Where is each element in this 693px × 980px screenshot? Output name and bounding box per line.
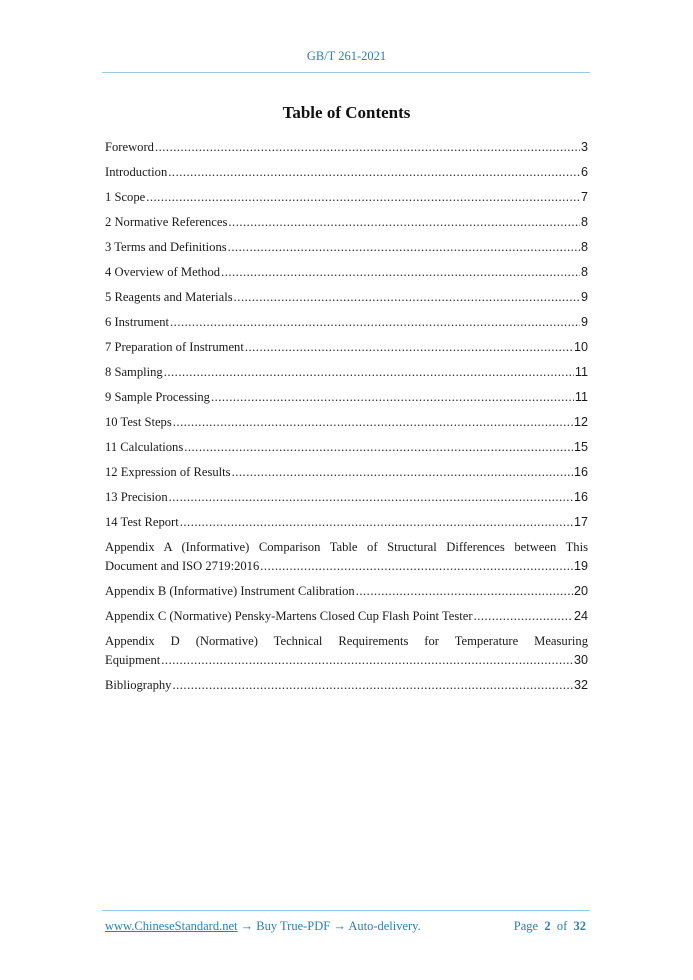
toc-entry-terms-definitions[interactable]: [105, 238, 588, 257]
toc-entry-label: 12 Expression of Results: [105, 465, 231, 479]
toc-entry-introduction[interactable]: [105, 163, 588, 182]
toc-entry-page: 7: [580, 190, 588, 204]
dot-leader: [173, 413, 573, 432]
toc-entry-foreword[interactable]: [105, 138, 588, 157]
site-link[interactable]: www.ChineseStandard.net: [105, 919, 238, 933]
toc-entry-page: 15: [573, 440, 588, 454]
dot-leader: [172, 676, 573, 695]
toc-entry-sample-processing[interactable]: [105, 388, 588, 407]
dot-leader: [234, 288, 580, 307]
page-title: Table of Contents: [282, 103, 411, 122]
page-indicator: [514, 919, 586, 934]
toc-entry-page: 8: [580, 265, 588, 279]
of-word: of: [556, 919, 568, 933]
footer-promo: [105, 919, 421, 934]
footer-divider: [102, 910, 590, 911]
dot-leader: [356, 582, 573, 601]
toc-entry-page: 9: [580, 315, 588, 329]
dot-leader: [221, 263, 580, 282]
toc-entry-label: 11 Calculations: [105, 440, 184, 454]
dot-leader: [164, 363, 574, 382]
toc-entry-preparation-instrument[interactable]: [105, 338, 588, 357]
header-divider: [102, 72, 590, 73]
toc-entry-label: Bibliography: [105, 678, 172, 692]
toc-entry-appendix-c[interactable]: [105, 607, 588, 626]
toc-entry-page: 32: [573, 678, 588, 692]
toc-entry-label-line2: Equipment: [105, 653, 161, 667]
dot-leader: [168, 163, 580, 182]
dot-leader: [170, 313, 580, 332]
toc-entry-page: 11: [574, 365, 588, 379]
toc-entry-bibliography[interactable]: [105, 676, 588, 695]
arrow-right-icon: →: [240, 919, 254, 933]
buy-pdf-text: Buy True-PDF: [256, 919, 331, 933]
dot-leader: [228, 238, 580, 257]
total-pages-number: 32: [573, 919, 586, 933]
toc-entry-page: 16: [573, 490, 588, 504]
toc-entry-page: 6: [580, 165, 588, 179]
toc-entry-label-line1: Appendix A (Informative) Comparison Table of Structural Differences between This: [105, 540, 588, 554]
toc-entry-expression-results[interactable]: [105, 463, 588, 482]
page-word: Page: [513, 919, 539, 933]
toc-entry-page: 8: [580, 215, 588, 229]
toc-entry-label: 14 Test Report: [105, 515, 179, 529]
toc-entry-page: 30: [573, 653, 588, 667]
toc-entry-page: 20: [573, 584, 588, 598]
toc-entry-sampling[interactable]: [105, 363, 588, 382]
dot-leader: [146, 188, 580, 207]
toc-entry-calculations[interactable]: [105, 438, 588, 457]
running-header: GB/T 261-2021: [306, 49, 387, 63]
toc-entry-label: 8 Sampling: [105, 365, 163, 379]
toc-entry-label: 10 Test Steps: [105, 415, 172, 429]
toc-entry-label: Appendix B (Informative) Instrument Calibration: [105, 584, 355, 598]
toc-entry-page: 24: [573, 609, 588, 623]
toc-entry-label-line1: Appendix D (Normative) Technical Requirements for Temperature Measuring: [105, 634, 588, 648]
toc-entry-label-line2: Document and ISO 2719:2016: [105, 559, 260, 573]
arrow-right-icon: →: [333, 919, 346, 933]
toc-entry-appendix-a[interactable]: [105, 538, 588, 576]
toc-entry-label: 7 Preparation of Instrument: [105, 340, 244, 354]
toc-entry-instrument[interactable]: [105, 313, 588, 332]
toc-entry-page: 3: [580, 140, 588, 154]
dot-leader: [169, 488, 573, 507]
toc-entry-page: 9: [580, 290, 588, 304]
dot-leader: [260, 557, 573, 576]
dot-leader: [184, 438, 573, 457]
toc-entry-page: 17: [573, 515, 588, 529]
dot-leader: [180, 513, 573, 532]
toc-entry-page: 12: [573, 415, 588, 429]
toc-entry-reagents-materials[interactable]: [105, 288, 588, 307]
toc-entry-overview-method[interactable]: [105, 263, 588, 282]
toc-entry-page: 11: [574, 390, 588, 404]
toc-entry-normative-references[interactable]: [105, 213, 588, 232]
toc-entry-test-steps[interactable]: [105, 413, 588, 432]
toc-entry-page: 8: [580, 240, 588, 254]
toc-entry-label: 3 Terms and Definitions: [105, 240, 227, 254]
toc-entry-label: 9 Sample Processing: [105, 390, 210, 404]
toc-entry-page: 19: [573, 559, 588, 573]
toc-entry-label: 2 Normative References: [105, 215, 228, 229]
toc-entry-scope[interactable]: [105, 188, 588, 207]
toc-entry-label: 5 Reagents and Materials: [105, 290, 233, 304]
toc-entry-label: 13 Precision: [105, 490, 168, 504]
dot-leader: [211, 388, 574, 407]
toc-entry-page: 10: [573, 340, 588, 354]
current-page-number: 2: [544, 919, 551, 933]
toc-entry-label: 1 Scope: [105, 190, 146, 204]
toc-entry-label: Appendix C (Normative) Pensky-Martens Closed Cup Flash Point Tester: [105, 609, 473, 623]
toc-entry-label: Foreword: [105, 140, 154, 154]
toc-entry-appendix-d[interactable]: [105, 632, 588, 670]
dot-leader: [232, 463, 573, 482]
toc-entry-appendix-b[interactable]: [105, 582, 588, 601]
auto-delivery-text: Auto-delivery.: [348, 919, 421, 933]
toc-entry-label: 4 Overview of Method: [105, 265, 221, 279]
toc-entry-page: 16: [573, 465, 588, 479]
toc-entry-label: 6 Instrument: [105, 315, 170, 329]
dot-leader: [474, 607, 573, 626]
table-of-contents: [105, 138, 588, 701]
dot-leader: [161, 651, 573, 670]
dot-leader: [228, 213, 580, 232]
dot-leader: [245, 338, 573, 357]
toc-entry-precision[interactable]: [105, 488, 588, 507]
toc-entry-label: Introduction: [105, 165, 168, 179]
dot-leader: [155, 138, 580, 157]
toc-entry-test-report[interactable]: [105, 513, 588, 532]
